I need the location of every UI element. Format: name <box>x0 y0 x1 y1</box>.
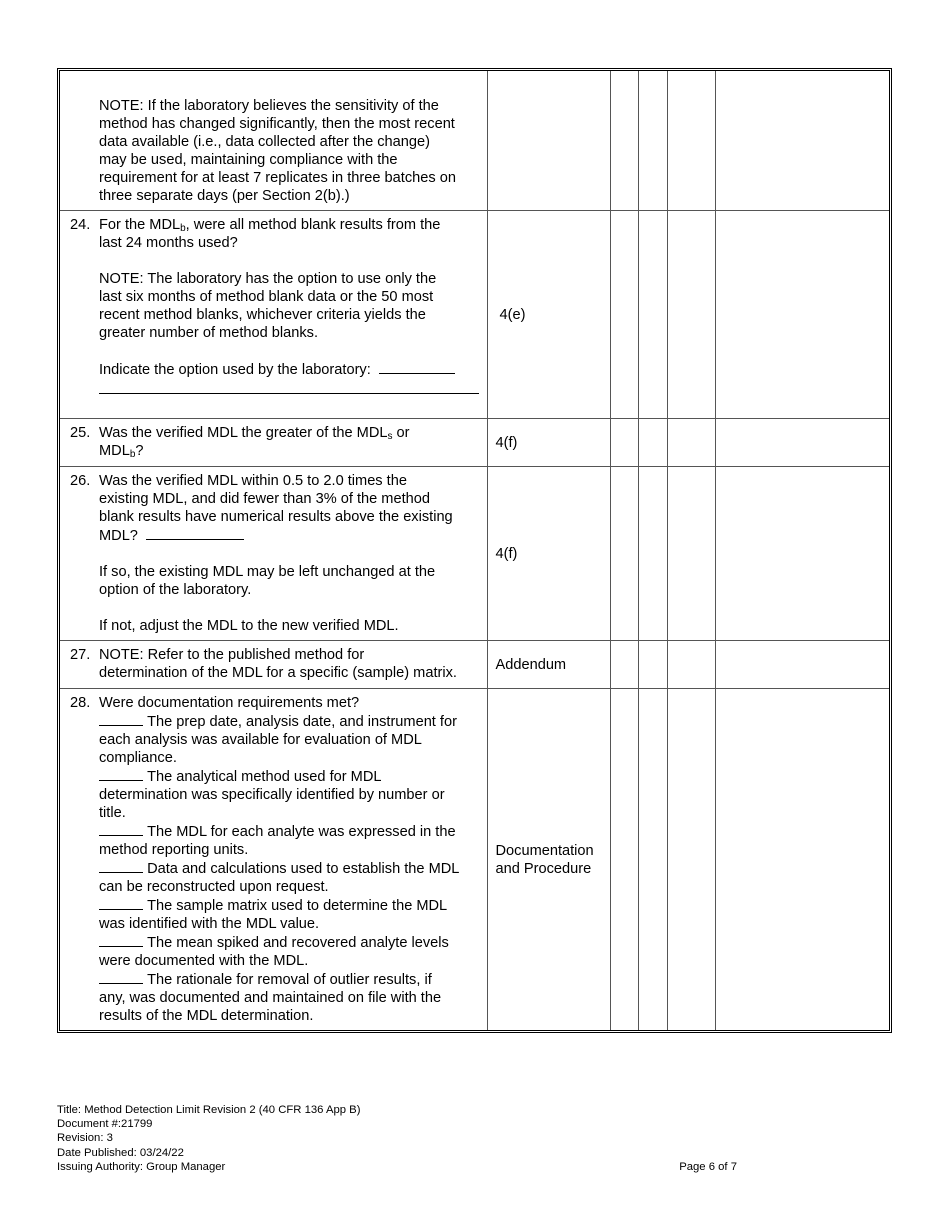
comment-cell[interactable] <box>715 689 889 1031</box>
doc-item-1: The prep date, analysis date, and instrument for each analysis was available for evaluation of MDL compliance. <box>99 714 457 766</box>
reference-cell: Documentation and Procedure <box>487 689 610 1031</box>
doc-item-3: The MDL for each analyte was expressed in the method reporting units. <box>99 824 456 858</box>
doc-item-blank[interactable] <box>99 859 143 873</box>
option-label: Indicate the option used by the laboratory: <box>99 362 371 378</box>
check-cell[interactable] <box>610 641 638 689</box>
footer-issuing-authority: Issuing Authority: Group Manager <box>57 1160 226 1173</box>
footer-date-published: Date Published: 03/24/22 <box>57 1146 184 1159</box>
reference-cell <box>487 71 610 211</box>
reference-cell: 4(e) <box>487 211 610 419</box>
question-cell <box>60 71 487 211</box>
doc-item-4: Data and calculations used to establish the MDL can be reconstructed upon request. <box>99 861 460 895</box>
question-text: Were documentation requirements met? <box>99 695 360 711</box>
question-cell: 26. Was the verified MDL within 0.5 to 2.0 times the existing MDL, and did fewer than 3% of the method blank results have numerical results above the existing MDL? If so, the existing MDL may be left unchanged at the option of the laboratory. If not, adjust the MDL to the new verified MDL. <box>60 467 487 641</box>
check-cell[interactable] <box>667 689 715 1031</box>
reference-cell: 4(f) <box>487 467 610 641</box>
check-cell[interactable] <box>610 419 638 467</box>
check-cell[interactable] <box>610 689 638 1031</box>
comment-cell[interactable] <box>715 419 889 467</box>
table-row-24 <box>60 211 889 419</box>
check-cell[interactable] <box>667 641 715 689</box>
footer-document-number: Document #:21799 <box>57 1118 153 1131</box>
table-row-28 <box>60 689 889 1031</box>
check-cell[interactable] <box>638 211 667 419</box>
check-cell[interactable] <box>638 689 667 1031</box>
page-number: Page 6 of 7 <box>679 1160 737 1173</box>
check-cell[interactable] <box>667 211 715 419</box>
check-cell[interactable] <box>667 467 715 641</box>
doc-item-blank[interactable] <box>99 896 143 910</box>
note-text: NOTE: If the laboratory believes the sensitivity of the method has changed significantly, then the most recent data available (i.e., data collected after the change) may be used, maintaining compliance with the requirement for at least 7 replicates in three batches on three separate days (per Section 2(b).) <box>99 98 456 204</box>
question-cell: 25. Was the verified MDL the greater of the $MDL_s$ or $MDL_b$? <box>60 419 487 467</box>
reference-cell: 4(f) <box>487 419 610 467</box>
question-number: 27. <box>70 647 91 663</box>
table-row-27 <box>60 641 889 689</box>
check-cell[interactable] <box>610 467 638 641</box>
question-cell: 27. NOTE: Refer to the published method for determination of the MDL for a specific (sample) matrix. <box>60 641 487 689</box>
doc-item-blank[interactable] <box>99 712 143 726</box>
question-cell <box>60 689 487 1031</box>
table-row-25 <box>60 419 889 467</box>
check-cell[interactable] <box>638 71 667 211</box>
question-number: 24. <box>70 217 91 233</box>
check-cell[interactable] <box>667 71 715 211</box>
doc-item-blank[interactable] <box>99 767 143 781</box>
comment-cell[interactable] <box>715 641 889 689</box>
question-cell: 24. For the $MDL_b$, were all method blank results from the last 24 months used? NOTE: The laboratory has the option to use only the last six months of method blank data or the 50 most recent method blanks, whichever criteria yields the greater number of method blanks. Indicate the option used by the laboratory: <box>60 211 487 419</box>
comment-cell[interactable] <box>715 71 889 211</box>
footer-title: Title: Method Detection Limit Revision 2 (40 CFR 136 App B) <box>57 1104 361 1116</box>
doc-item-blank[interactable] <box>99 970 143 984</box>
check-cell[interactable] <box>610 211 638 419</box>
question-number: 25. <box>70 425 91 441</box>
table-row-note-continuation <box>60 71 889 211</box>
question-number: 28. <box>70 695 91 711</box>
doc-item-2: The analytical method used for MDL determination was specifically identified by number or title. <box>99 769 445 821</box>
comment-cell[interactable] <box>715 467 889 641</box>
checklist-table-frame <box>57 68 892 1033</box>
footer-revision: Revision: 3 <box>57 1132 113 1145</box>
reference-cell: Addendum <box>487 641 610 689</box>
check-cell[interactable] <box>610 71 638 211</box>
mdl-answer-blank[interactable] <box>146 526 244 540</box>
page-footer <box>57 1103 737 1174</box>
doc-item-5: The sample matrix used to determine the MDL was identified with the MDL value. <box>99 898 448 932</box>
checklist-table <box>60 71 889 1030</box>
doc-item-blank[interactable] <box>99 822 143 836</box>
question-number: 26. <box>70 473 91 489</box>
option-blank-line[interactable] <box>99 379 479 394</box>
check-cell[interactable] <box>638 467 667 641</box>
check-cell[interactable] <box>638 419 667 467</box>
question-text: For the $MDL_b$, were all method blank results from the <box>99 217 441 234</box>
comment-cell[interactable] <box>715 211 889 419</box>
option-blank-field[interactable] <box>379 360 455 374</box>
check-cell[interactable] <box>667 419 715 467</box>
doc-item-7: The rationale for removal of outlier results, if any, was documented and maintained on file with the results of the MDL determination. <box>99 972 442 1024</box>
table-row-26 <box>60 467 889 641</box>
doc-item-6: The mean spiked and recovered analyte levels were documented with the MDL. <box>99 935 449 969</box>
doc-item-blank[interactable] <box>99 933 143 947</box>
check-cell[interactable] <box>638 641 667 689</box>
